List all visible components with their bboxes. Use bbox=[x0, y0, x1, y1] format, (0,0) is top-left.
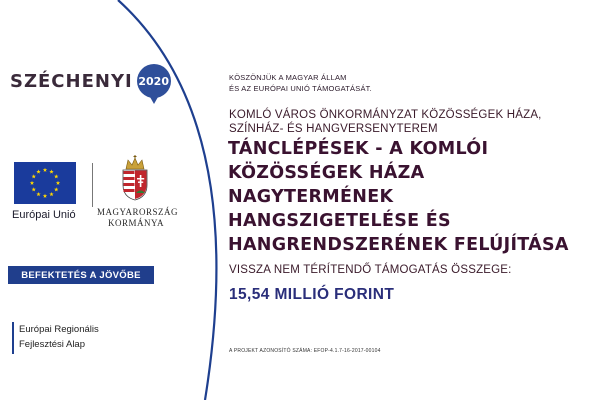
thanks-line1: KÖSZÖNJÜK A MAGYAR ÁLLAM bbox=[229, 73, 347, 82]
project-title-line1: TÁNCLÉPÉSEK - A KOMLÓI bbox=[228, 139, 489, 159]
erfa-label-line1: Európai Regionális bbox=[19, 324, 99, 335]
project-title-line5: HANGRENDSZERÉNEK FELÚJÍTÁSA bbox=[228, 235, 569, 255]
project-id: A PROJEKT AZONOSÍTÓ SZÁMA: EFOP-4.1.7-16-2017-00104 bbox=[229, 348, 381, 354]
thanks-line2: ÉS AZ EURÓPAI UNIÓ TÁMOGATÁSÁT. bbox=[229, 84, 372, 93]
erfa-accent-bar bbox=[12, 322, 14, 354]
government-label-line2: KORMÁNYA bbox=[107, 218, 164, 228]
erfa-label-line2: Fejlesztési Alap bbox=[19, 339, 86, 350]
thanks-text bbox=[229, 72, 479, 94]
eu-label: Európai Unió bbox=[12, 209, 76, 221]
hungarian-coat-of-arms-icon bbox=[119, 155, 151, 201]
beneficiary-line1: KOMLÓ VÁROS ÖNKORMÁNYZAT KÖZÖSSÉGEK HÁZA, bbox=[229, 109, 542, 121]
government-label bbox=[97, 207, 179, 229]
szechenyi-word: SZÉCHENYI bbox=[10, 70, 133, 92]
project-title-line3: NAGYTERMÉNEK bbox=[228, 187, 394, 207]
project-title bbox=[228, 137, 596, 257]
erfa-label bbox=[19, 322, 99, 352]
government-label-line1: MAGYARORSZÁG bbox=[97, 207, 179, 217]
eu-flag-icon bbox=[14, 162, 76, 204]
invest-in-future-banner: BEFEKTETÉS A JÖVŐBE bbox=[8, 266, 154, 284]
grant-amount-value: 15,54 MILLIÓ FORINT bbox=[229, 286, 395, 303]
project-title-line4: HANGSZIGETELÉSE ÉS bbox=[228, 211, 451, 231]
logo-divider bbox=[92, 163, 93, 207]
grant-amount-label: VISSZA NEM TÉRÍTENDŐ TÁMOGATÁS ÖSSZEGE: bbox=[229, 264, 512, 276]
project-title-line2: KÖZÖSSÉGEK HÁZA bbox=[228, 163, 425, 183]
szechenyi-2020-badge: 2020 bbox=[137, 64, 171, 98]
beneficiary-name bbox=[229, 108, 579, 136]
szechenyi-2020-logo bbox=[10, 64, 171, 98]
beneficiary-line2: SZÍNHÁZ- ÉS HANGVERSENYTEREM bbox=[229, 123, 438, 135]
